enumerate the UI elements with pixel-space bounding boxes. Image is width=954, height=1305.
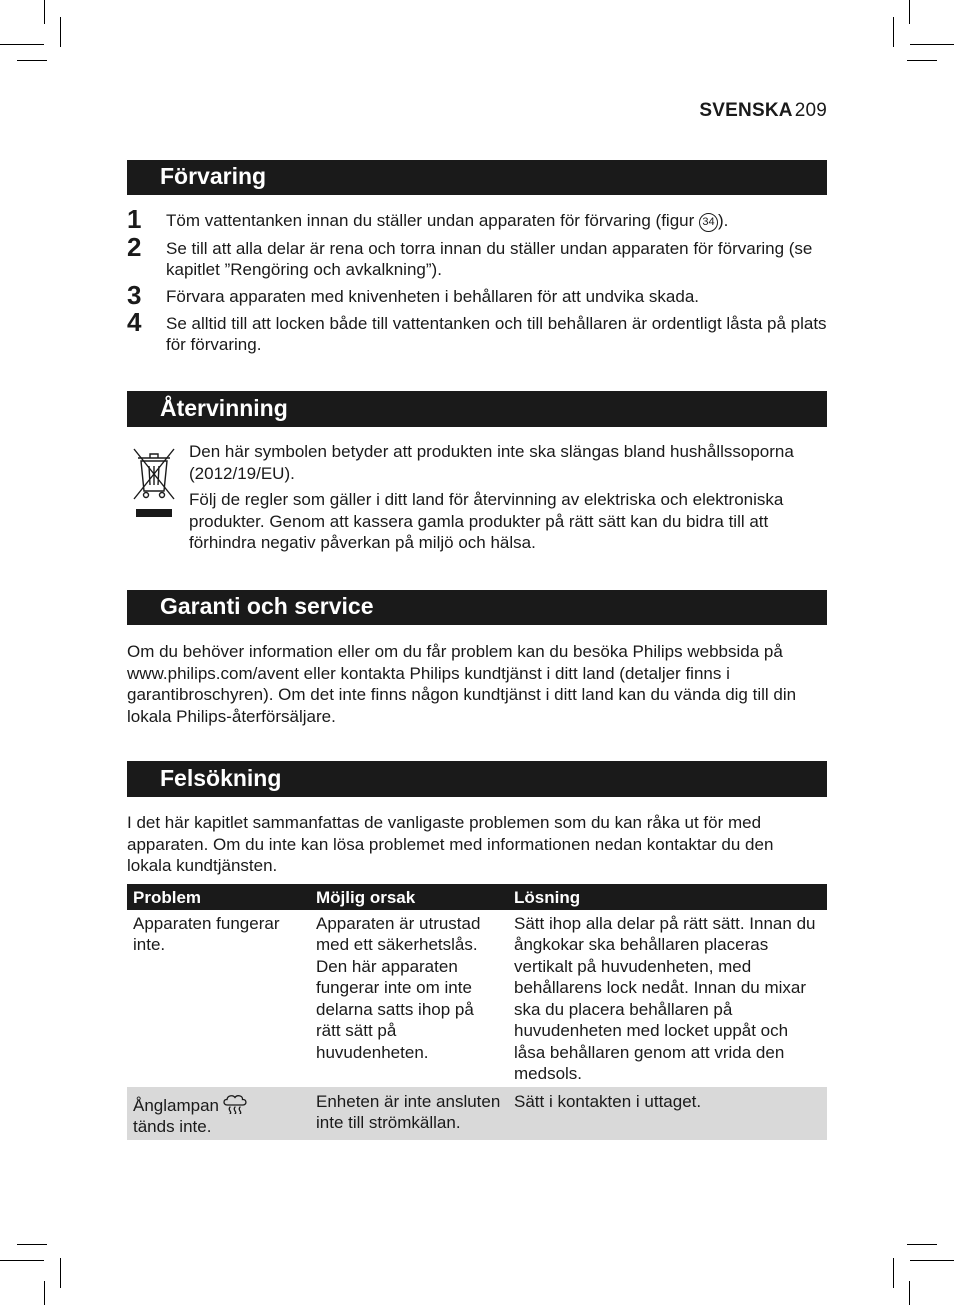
section-title-recycling: Återvinning [127, 391, 827, 427]
crop-mark [907, 1244, 937, 1245]
step-text: Se till att alla delar är rena och torra innan du ställer undan apparaten för förvaring (se kapitlet ”Rengöring och avkalkning”). [166, 239, 813, 279]
cell-cause: Enheten är inte ansluten inte till strömkällan. [310, 1087, 508, 1140]
step-text: Se alltid till att locken både till vattentanken och till behållaren är ordentligt låsta på plats för förvaring. [166, 314, 827, 354]
crop-mark [909, 0, 910, 24]
header-language: SVENSKA [699, 100, 793, 121]
section-title-warranty: Garanti och service [127, 590, 827, 625]
crop-mark [17, 60, 47, 61]
step-text: Töm vattentanken innan du ställer undan apparaten för förvaring (figur [166, 211, 699, 230]
step-number: 4 [127, 307, 142, 337]
column-header-solution: Lösning [508, 884, 827, 910]
page-number: 209 [794, 100, 827, 121]
table-row [127, 1087, 827, 1140]
crop-mark [44, 1281, 45, 1305]
recycling-paragraph: Följ de regler som gäller i ditt land för återvinning av elektriska och elektroniska produkter. Genom att kassera gamla produkter på rätt sätt kan du bidra till att förhindra negativ påverkan på miljö och hälsa. [189, 490, 784, 552]
crop-mark [60, 1258, 61, 1288]
column-header-problem: Problem [127, 884, 310, 910]
step [127, 280, 827, 310]
cell-problem [127, 1087, 310, 1140]
page-header [699, 100, 827, 122]
table-row [127, 910, 827, 1087]
section-title-troubleshooting: Felsökning [127, 761, 827, 797]
crop-mark [44, 0, 45, 24]
storage-steps [127, 204, 827, 361]
crop-mark [893, 17, 894, 47]
troubleshooting-intro: I det här kapitlet sammanfattas de vanligaste problemen som du kan råka ut för med apparaten. Om du inte kan lösa problemet med informationen nedan kontaktar du den lokala kundtjänsten. [127, 813, 774, 875]
step-text: ). [718, 211, 729, 230]
troubleshooting-table [127, 884, 827, 1140]
step [127, 307, 827, 355]
cell-solution: Sätt ihop alla delar på rätt sätt. Innan du ångkokar ska behållaren placeras vertikalt på huvudenheten, med behållarens lock nedåt. Innan du mixar ska du placera behållaren på huvudenheten med locket uppåt och låsa behållaren genom att vrida den medsols. [514, 913, 816, 1083]
crop-mark [60, 17, 61, 47]
warranty-text: Om du behöver information eller om du får problem kan du besöka Philips webbsida på www.philips.com/avent eller kontakta Philips kundtjänst i ditt land (detaljer finns i garantibroschyren). Om det inte finns någon kundtjänst i ditt land kan du vända dig till din lokala Philips-återförsäljare. [127, 642, 797, 726]
crop-mark [910, 1260, 954, 1261]
cell-solution: Sätt i kontakten i uttaget. [508, 1087, 827, 1140]
figure-reference: 34 [699, 213, 718, 232]
table-header-row [127, 884, 827, 910]
section-title-storage: Förvaring [127, 160, 827, 195]
recycling-block [127, 441, 827, 559]
crop-mark [0, 1260, 44, 1261]
crop-mark [910, 44, 954, 45]
step-number: 1 [127, 204, 142, 234]
weee-crossed-bin-icon [132, 447, 176, 519]
crop-mark [17, 1244, 47, 1245]
problem-text: Ånglampan [133, 1095, 220, 1115]
recycling-paragraph: Den här symbolen betyder att produkten inte ska slängas bland hushållssoporna (2012/19/EU). [189, 442, 794, 483]
cell-cause: Apparaten är utrustad med ett säkerhetslås. Den här apparaten fungerar inte om inte delarna satts ihop på rätt sätt på huvudenheten. [316, 913, 481, 1062]
step-number: 3 [127, 280, 142, 310]
step-text: Förvara apparaten med knivenheten i behållaren för att undvika skada. [166, 287, 699, 306]
step-number: 2 [127, 232, 142, 262]
crop-mark [909, 1281, 910, 1305]
problem-text: tänds inte. [133, 1117, 212, 1136]
crop-mark [0, 44, 44, 45]
steam-cloud-icon [222, 1094, 248, 1114]
step [127, 232, 827, 280]
crop-mark [893, 1258, 894, 1288]
step [127, 204, 827, 234]
cell-problem: Apparaten fungerar inte. [133, 913, 280, 954]
crop-mark [907, 60, 937, 61]
column-header-cause: Möjlig orsak [310, 884, 508, 910]
